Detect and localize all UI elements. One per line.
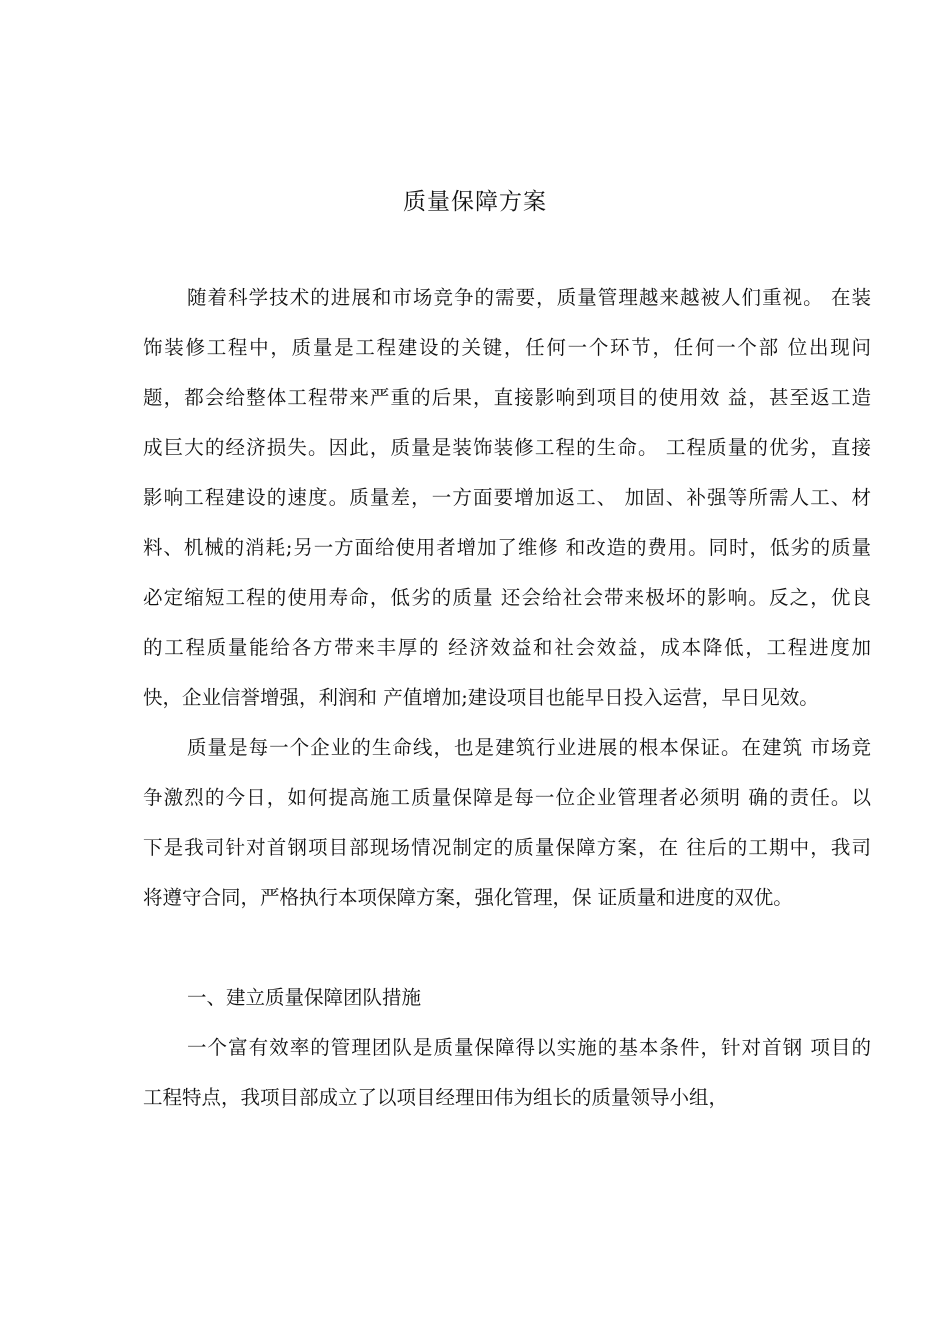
text-line: 随着科学技术的进展和市场竞争的需要，质量管理越来越被人们重视。 在装 — [187, 286, 871, 309]
section-heading — [143, 973, 871, 1023]
text-line: 成巨大的经济损失。因此，质量是装饰装修工程的生命。 工程质量的优劣，直接 — [143, 436, 871, 459]
document-title: 质量保障方案 — [403, 189, 547, 215]
text-line: 饰装修工程中，质量是工程建设的关键，任何一个环节，任何一个部 位出现问 — [143, 336, 871, 359]
section-heading-text: 一、建立质量保障团队措施 — [187, 986, 422, 1009]
text-line: 快，企业信誉增强，利润和 产值增加;建设项目也能早日投入运营，早日见效。 — [143, 686, 819, 709]
text-line: 一个富有效率的管理团队是质量保障得以实施的基本条件，针对首钢 项目的 — [187, 1036, 871, 1059]
paragraph-intro — [143, 273, 871, 723]
text-line: 料、机械的消耗;另一方面给使用者增加了维修 和改造的费用。同时，低劣的质量 — [143, 536, 871, 559]
text-line: 工程特点，我项目部成立了以项目经理田伟为组长的质量领导小组， — [143, 1086, 729, 1109]
text-line: 必定缩短工程的使用寿命，低劣的质量 还会给社会带来极坏的影响。反之，优良 — [143, 586, 871, 609]
paragraph-team — [143, 1023, 871, 1123]
paragraph-lifeline — [143, 723, 871, 923]
text-line: 的工程质量能给各方带来丰厚的 经济效益和社会效益，成本降低，工程进度加 — [143, 636, 871, 659]
text-line: 下是我司针对首钢项目部现场情况制定的质量保障方案，在 往后的工期中，我司 — [143, 836, 871, 859]
text-line: 质量是每一个企业的生命线，也是建筑行业进展的根本保证。在建筑 市场竞 — [187, 736, 871, 759]
text-line: 影响工程建设的速度。质量差，一方面要增加返工、 加固、补强等所需人工、材 — [143, 486, 871, 509]
text-line: 争激烈的今日，如何提高施工质量保障是每一位企业管理者必须明 确的责任。以 — [143, 786, 871, 809]
text-line: 将遵守合同，严格执行本项保障方案，强化管理，保 证质量和进度的双优。 — [143, 886, 793, 909]
text-line: 题，都会给整体工程带来严重的后果，直接影响到项目的使用效 益，甚至返工造 — [143, 386, 871, 409]
